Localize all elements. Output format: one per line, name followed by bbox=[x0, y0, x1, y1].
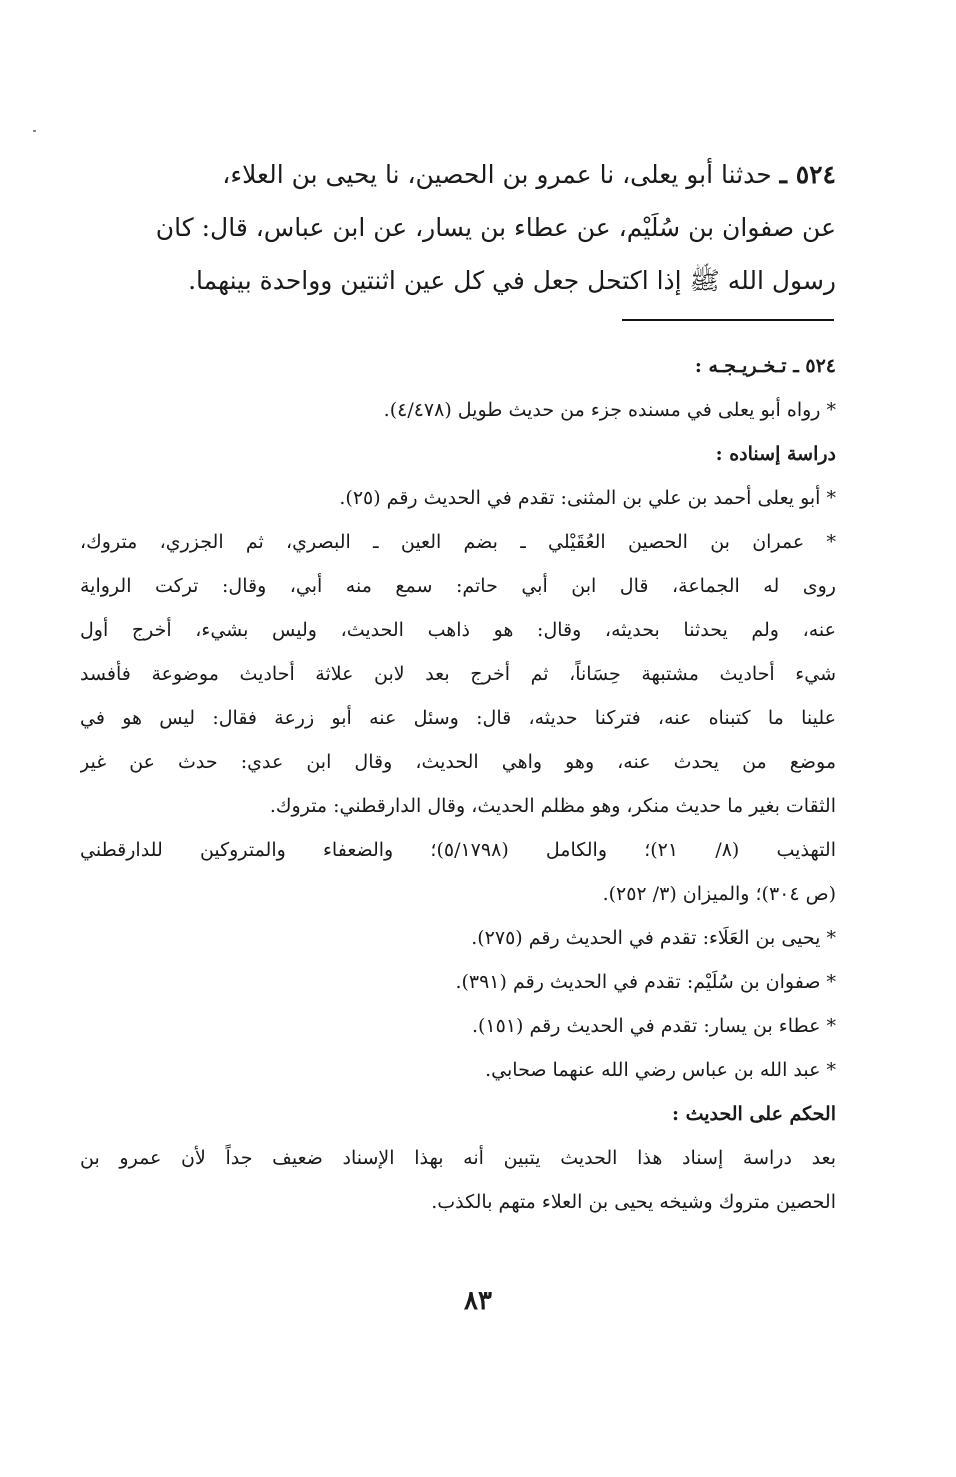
hadith-line-1 bbox=[82, 148, 836, 202]
narrator-amr-line: الثقات بغير ما حديث منكر، وهو مظلم الحديث، وقال الدارقطني: متروك. bbox=[269, 795, 836, 817]
hadith-text-1: حدثنا أبو يعلى، نا عمرو بن الحصين، نا يحيى بن العلاء، bbox=[222, 160, 772, 189]
narrator-amr-line: موضع من يحدث عنه، وهو واهي الحديث، وقال ابن عدي: حدث عن غير bbox=[80, 751, 836, 773]
footnote-divider bbox=[622, 319, 834, 321]
narrator-safwan: * صفوان بن سُلَيْم: تقدم في الحديث رقم (٣٩١). bbox=[455, 971, 836, 993]
narrator-ata: * عطاء بن يسار: تقدم في الحديث رقم (١٥١). bbox=[471, 1015, 836, 1037]
takhrij-text: * رواه أبو يعلى في مسنده جزء من حديث طويل (٤/٤٧٨). bbox=[383, 399, 836, 421]
narrator-amr-line: علينا ما كتبناه عنه، فتركنا حديثه، قال: وسئل عنه أبو زرعة فقال: ليس هو في bbox=[80, 707, 836, 729]
hadith-number: ٥٢٤ ـ bbox=[779, 160, 836, 189]
narrator-amr-line: * عمران بن الحصين العُقَيْلي ـ بضم العين ـ البصري، ثم الجزري، متروك، bbox=[80, 531, 836, 553]
scan-speck bbox=[33, 130, 36, 132]
hukm-heading: الحكم على الحديث : bbox=[671, 1103, 836, 1125]
hukm-line: بعد دراسة إسناد هذا الحديث يتبين أنه بهذا الإسناد ضعيف جداً لأن عمرو بن bbox=[80, 1147, 836, 1169]
hukm-line: الحصين متروك وشيخه يحيى بن العلاء متهم بالكذب. bbox=[431, 1191, 836, 1213]
page-number: ٨٣ bbox=[464, 1286, 492, 1316]
narrator-yahya: * يحيى بن العَلَاء: تقدم في الحديث رقم (٢٧٥). bbox=[471, 927, 836, 949]
narrator-amr-line: شيء أحاديث مشتبهة حِسَاناً، ثم أخرج بعد لابن علاثة أحاديث موضوعة فأفسد bbox=[80, 663, 836, 685]
narrator-abu-yala: * أبو يعلى أحمد بن علي بن المثنى: تقدم في الحديث رقم (٢٥). bbox=[339, 487, 836, 509]
isnad-heading: دراسة إسناده : bbox=[715, 443, 836, 465]
hadith-line-3: رسول الله ﷺ إذا اكتحل جعل في كل عين اثنتين وواحدة بينهما. bbox=[188, 266, 836, 295]
references-line: التهذيب (٨/ ٢١)؛ والكامل (٥/١٧٩٨)؛ والضعفاء والمتروكين للدارقطني bbox=[80, 839, 836, 861]
references-line: (ص ٣٠٤)؛ والميزان (٣/ ٢٥٢). bbox=[602, 883, 836, 905]
narrator-amr-line: عنه، ولم يحدثنا بحديثه، وقال: هو ذاهب الحديث، وليس بشيء، أخرج أول bbox=[80, 619, 836, 641]
narrator-amr-line: روى له الجماعة، قال ابن أبي حاتم: سمع منه أبي، وقال: تركت الرواية bbox=[80, 575, 836, 597]
narrator-ibn-abbas: * عبد الله بن عباس رضي الله عنهما صحابي. bbox=[485, 1059, 836, 1081]
takhrij-heading: ٥٢٤ ـ تـخـريـجـه : bbox=[694, 355, 836, 377]
hadith-line-2: عن صفوان بن سُلَيْم، عن عطاء بن يسار، عن ابن عباس، قال: كان bbox=[155, 213, 836, 242]
